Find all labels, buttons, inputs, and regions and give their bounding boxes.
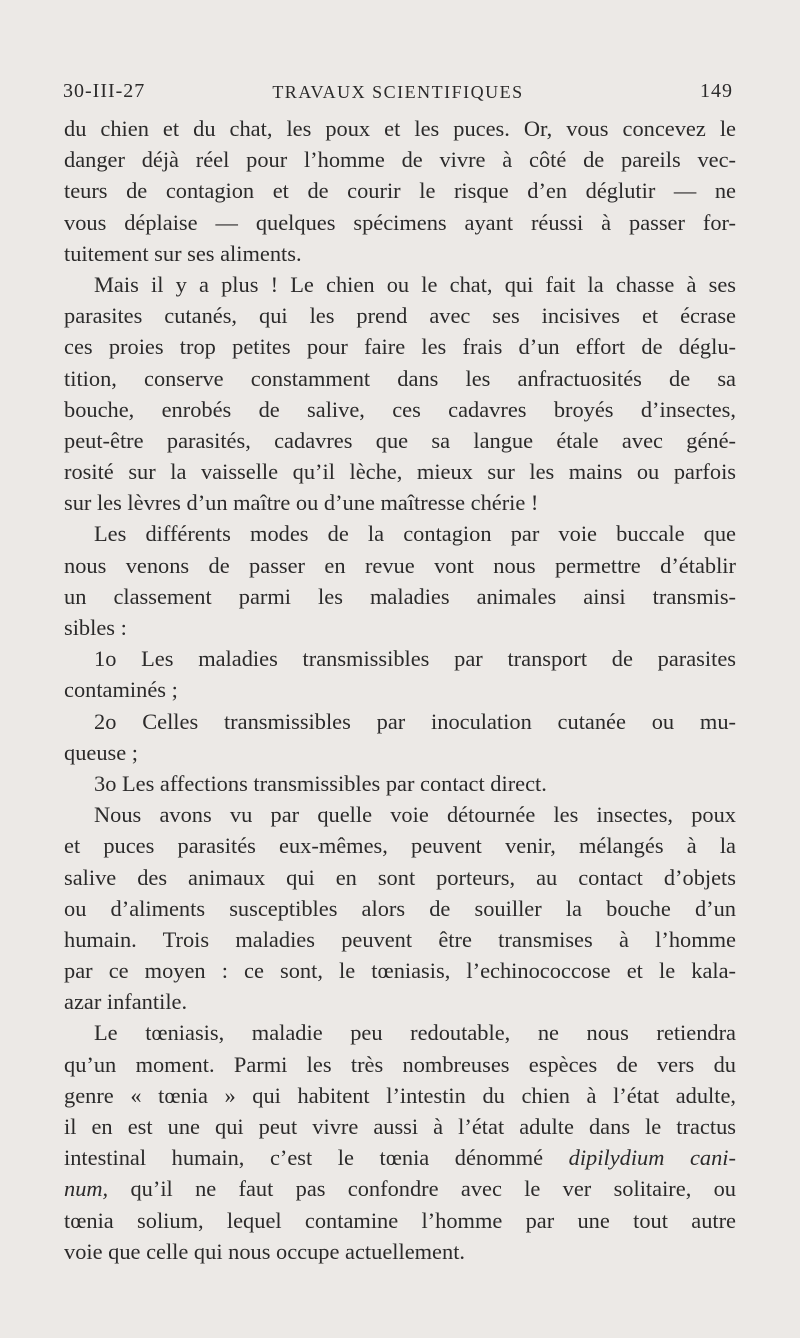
text-line [64, 893, 736, 924]
text-line [64, 487, 736, 518]
text-line-content: tuitement sur ses aliments. [64, 240, 302, 266]
text-line [64, 394, 736, 425]
text-line-content: queuse ; [64, 739, 138, 765]
italic-term: dipilydium cani- [568, 1145, 736, 1171]
text-line-content: un classement parmi les maladies animales ainsi transmis- [64, 583, 736, 609]
text-line-content: contaminés ; [64, 677, 178, 703]
text-line [64, 643, 736, 674]
text-line [64, 1205, 736, 1236]
text-line [64, 456, 736, 487]
text-line [64, 581, 736, 612]
text-line-content: Mais il y a plus ! Le chien ou le chat, qui fait la chasse à ses [94, 271, 736, 297]
text-line-content: ou d’aliments susceptibles alors de souiller la bouche d’un [64, 895, 736, 921]
text-line-content: qu’un moment. Parmi les très nombreuses espèces de vers du [64, 1051, 736, 1077]
text-line [64, 300, 736, 331]
text-line-content: tition, conserve constamment dans les anfractuosités de sa [64, 365, 736, 391]
text-line [64, 1173, 736, 1204]
text-line [64, 924, 736, 955]
text-line-content: sibles : [64, 615, 127, 640]
text-line [64, 737, 736, 768]
text-line-content: voie que celle qui nous occupe actuellement. [64, 1238, 466, 1264]
running-head-date: 30-III-27 [63, 80, 146, 102]
text-line [64, 1236, 736, 1267]
text-line-content: ces proies trop petites pour faire les frais d’un effort de déglu- [64, 334, 736, 360]
italic-term: num, [64, 1176, 109, 1202]
text-line-content: bouche, enrobés de salive, ces cadavres broyés d’insectes, [64, 396, 736, 422]
text-line-content: Les différents modes de la contagion par voie buccale que [94, 521, 736, 547]
text-line [64, 1142, 736, 1173]
text-line [64, 1080, 736, 1111]
text-line-content: nous venons de passer en revue vont nous permettre d’établir [64, 552, 736, 578]
text-line-content: humain. Trois maladies peuvent être transmises à l’homme [64, 926, 736, 952]
text-line-content: Nous avons vu par quelle voie détournée les insectes, poux [94, 802, 736, 828]
text-line [64, 331, 736, 362]
text-line [64, 612, 736, 643]
text-line-content: il en est une qui peut vivre aussi à l’état adulte dans le tractus [64, 1114, 736, 1139]
body-text [64, 113, 736, 1267]
text-line [64, 175, 736, 206]
text-line-content: teurs de contagion et de courir le risque d’en déglutir — ne [64, 178, 736, 204]
text-line-content: genre « tœnia » qui habitent l’intestin du chien à l’état adulte, [64, 1082, 736, 1108]
running-head-title: TRAVAUX SCIENTIFIQUES [272, 82, 524, 102]
text-line-content: intestinal humain, c’est le tœnia dénommé [64, 1145, 569, 1171]
text-line-content: peut-être parasités, cadavres que sa langue étale avec géné- [64, 427, 736, 453]
text-line [64, 269, 736, 300]
page-number: 149 [700, 80, 733, 102]
text-line [64, 986, 736, 1017]
text-line-content: tœnia solium, lequel contamine l’homme par une tout autre [64, 1207, 736, 1233]
text-line [64, 799, 736, 830]
running-head [63, 80, 733, 110]
text-line [64, 1111, 736, 1142]
text-line-content: rosité sur la vaisselle qu’il lèche, mieux sur les mains ou parfois [64, 459, 736, 485]
text-line-content: et puces parasités eux-mêmes, peuvent venir, mélangés à la [64, 833, 736, 859]
text-line [64, 207, 736, 238]
text-line [64, 144, 736, 175]
text-line-content: qu’il ne faut pas confondre avec le ver solitaire, ou [108, 1176, 736, 1202]
text-line-content: du chien et du chat, les poux et les puces. Or, vous concevez le [64, 116, 736, 141]
text-line [64, 706, 736, 737]
text-line-content: parasites cutanés, qui les prend avec ses incisives et écrase [64, 303, 736, 329]
text-line [64, 1017, 736, 1048]
text-line-content: 3o Les affections transmissibles par contact direct. [94, 770, 547, 796]
text-line-content: par ce moyen : ce sont, le tœniasis, l’echinococcose et le kala- [64, 958, 736, 984]
text-line-content: Le tœniasis, maladie peu redoutable, ne nous retiendra [94, 1020, 736, 1046]
text-line [64, 674, 736, 705]
text-line [64, 425, 736, 456]
text-line [64, 550, 736, 581]
text-line [64, 1049, 736, 1080]
text-line [64, 518, 736, 549]
text-line-content: 2o Celles transmissibles par inoculation cutanée ou mu- [94, 708, 736, 734]
text-line-content: vous déplaise — quelques spécimens ayant réussi à passer for- [64, 209, 736, 235]
text-line-content: danger déjà réel pour l’homme de vivre à côté de pareils vec- [64, 147, 736, 173]
text-line [64, 363, 736, 394]
text-line-content: 1o Les maladies transmissibles par transport de parasites [94, 646, 736, 672]
text-line [64, 113, 736, 144]
text-line-content: azar infantile. [64, 989, 188, 1015]
text-line [64, 955, 736, 986]
text-line [64, 862, 736, 893]
text-line-content: sur les lèvres d’un maître ou d’une maîtresse chérie ! [64, 490, 539, 516]
text-line-content: salive des animaux qui en sont porteurs, au contact d’objets [64, 864, 736, 890]
text-line [64, 768, 736, 799]
text-line [64, 830, 736, 861]
text-line [64, 238, 736, 269]
